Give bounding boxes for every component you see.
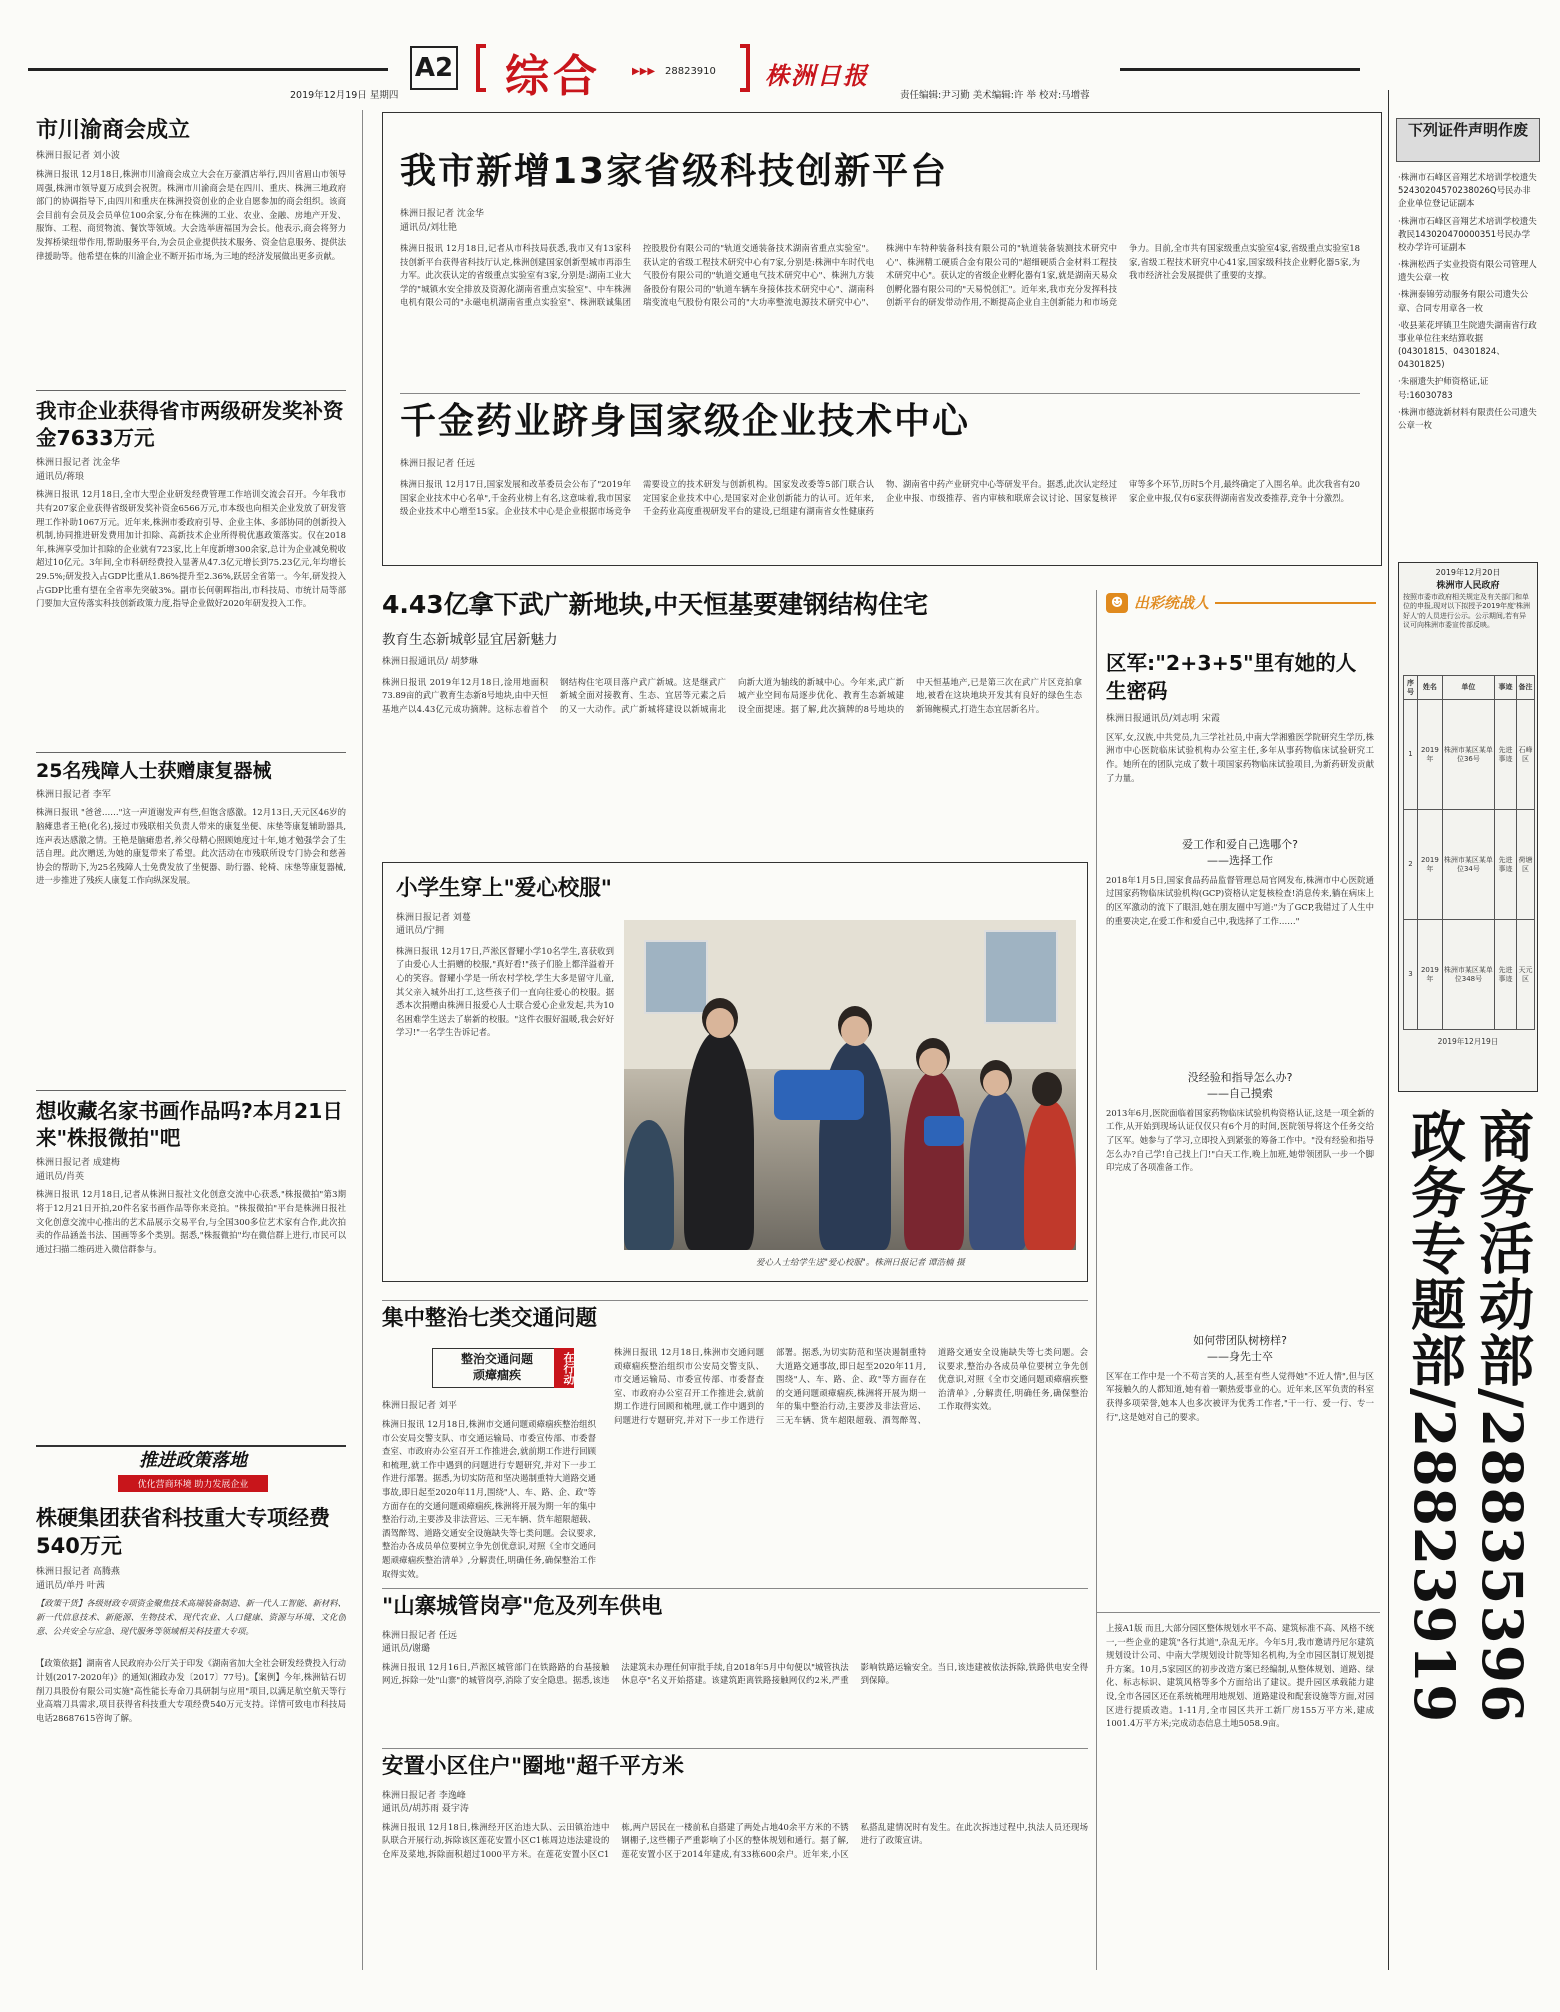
byline: 株洲日报通讯员/ 胡梦琳 bbox=[382, 657, 478, 667]
paper-logo: 株洲日报 bbox=[765, 61, 869, 90]
headline: 安置小区住户"圈地"超千平方米 bbox=[382, 1754, 684, 1779]
table-header: 备注 bbox=[1517, 676, 1535, 700]
byline: 株洲日报记者 沈金华 通讯员/蒋琅 bbox=[36, 458, 120, 482]
policy-intro: 【政策干货】各级财政专项资金聚焦技术高端装备制造、新一代人工智能、新材料、新一代信息技术、新能源、生物技术、现代农业、人口健康、资源与环境、文化创意、公共安全与应急、现代服务等领域相关科技重大专项。 bbox=[36, 1598, 346, 1636]
article-body: 株洲日报讯 12月18日,株洲市川渝商会成立大会在万豪酒店举行,四川省眉山市领导周强,株洲市领导夏万成到会祝贺。株洲市川渝商会是在四川、重庆、株洲三地政府部门的协调指导下,由四川和重庆在株洲投资创业的企业自愿参加的商会组织。该商会目前有会员及会员单位100余家,分布在株洲的工业、农业、金融、房地产开发、服饰、工程、商贸物流、餐饮等领域。大会选举唐福国为会长。他表示,商会将努力发挥桥梁纽带作用,帮助服务平台,为会员企业提供技术服务、资金信息服务、提供法律援助等。他希望在株的川渝企业不断开拓市场,为三地的经济发展做出更多贡献。 bbox=[36, 168, 346, 261]
notice-item: ·朱丽遗失护师资格证,证号:16030783 bbox=[1398, 377, 1489, 401]
headline: 25名残障人士获赠康复器械 bbox=[36, 760, 272, 782]
byline: 株洲日报记者 高腾燕 通讯员/单丹 叶茜 bbox=[36, 1567, 120, 1591]
issue-date: 2019年12月19日 星期四 bbox=[290, 90, 399, 101]
article-rehab-equipment bbox=[36, 760, 346, 1068]
table-row: 2 2019年 株洲市某区某单位34号 先进事迹 荷塘区 bbox=[1404, 810, 1535, 920]
article-body-lead: 株洲日报讯 12月18日,株洲市交通问题顽瘴痼疾整治组织市公安局交警支队、市交通运输局、市委宣传部、市委督查室、市政府办公室召开工作推进会,就前期工作进行回顾和梳理,就工作中遇到的问题进行专题研究,并对下一步工作进行部署。据悉,为切实防范和坚决遏制重特大道路交通事故,即日起至2020年11月,围绕"人、车、路、企、政"等方面存在的交通问题顽瘴痼疾,株洲将开展为期一年的集中整治行动,主要涉及非法营运、三无车辆、货车超限超载、酒驾醉驾、道路交通安全设施缺失等七类问题。会议要求,整治办各成员单位要树立争先创优意识,对照《全市交通问题顽瘴痼疾整治清单》,分解责任,明确任务,确保整治工作取得实效。 bbox=[382, 1419, 596, 1578]
headline: 株硬集团获省科技重大专项经费540万元 bbox=[36, 1506, 330, 1558]
business-ad bbox=[1398, 1108, 1538, 1948]
article-rd-funding bbox=[36, 398, 346, 738]
article-body: 株洲日报讯 12月18日,株洲经开区治违大队、云田镇治违中队联合开展行动,拆除该区莲花安置小区C1栋周边违法建设的仓库及菜地,拆除面积超过1000平方米。在莲花安置小区C1栋,两户居民在一楼前私自搭建了两处占地40余平方米的不锈钢棚子,这些棚子严重影响了小区的整体规划和通行。据了解,莲花安置小区于2014年建成,有33栋600余户。近年来,小区私搭乱建情况时有发生。在此次拆违过程中,执法人员还现场进行了政策宣讲。 bbox=[382, 1821, 1088, 1860]
sidebar-separator bbox=[1388, 90, 1389, 1970]
byline: 株洲日报记者 刘小波 bbox=[36, 151, 120, 162]
paragraph: 2018年1月5日,国家食品药品监督管理总局官网发布,株洲市中心医院通过国家药物临床试验机构(GCP)资格认定复核检查!消息传来,躺在病床上的区军激动的流下了眼泪,她在朋友圈中写道:"为了GCP,我错过了人生中的重要决定,在爱工作和爱自己中,我选择了工作……" bbox=[1106, 874, 1374, 926]
subhead-choose-work: 爱工作和爱自己选哪个? ——选择工作 bbox=[1182, 837, 1298, 868]
article-body: 【政策依据】湖南省人民政府办公厅关于印发《湖南省加大全社会研发经费投入行动计划(2017-2020年)》的通知(湘政办发〔2017〕77号)。【案例】今年,株洲钻石切削刀具股份有限公司实施"高性能长寿命刀具研制与应用"项目,以满足航空航天等行业高端刀具需求,项目获得省科技重大专项经费540万元支持。详情可致电市科技局电话28687615咨询了解。 bbox=[36, 1658, 346, 1723]
byline: 株洲日报通讯员/刘志明 宋霞 bbox=[1106, 714, 1220, 725]
headline: 4.43亿拿下武广新地块,中天恒基要建钢结构住宅 bbox=[382, 590, 929, 619]
headline: "山寨城管岗亭"危及列车供电 bbox=[382, 1594, 663, 1619]
campaign-tag bbox=[432, 1348, 562, 1388]
hotline-number: 28823910 bbox=[665, 66, 716, 77]
headline: 集中整治七类交通问题 bbox=[382, 1306, 598, 1331]
notice-text: 按照市委市政府相关规定及有关部门和单位的申报,现对以下拟授予2019年度'株洲好人'的人员进行公示。公示期间,若有异议可向株洲市委宣传部反映。 bbox=[1403, 593, 1530, 630]
article-innovation-platforms bbox=[400, 150, 1360, 308]
promo-rule bbox=[36, 1445, 346, 1447]
byline: 株洲日报记者 任远 bbox=[400, 459, 475, 469]
column-banner bbox=[1106, 592, 1376, 613]
article-body: 株洲日报讯 12月18日,记者从株洲日报社文化创意交流中心获悉,"株报微拍"第3期将于12月21日开拍,20件名家书画作品等你来竞拍。"株报微拍"平台是株洲日报社文化创意交流中心推出的艺术品展示交易平台,与全国300多位艺术家有合作,此次拍卖的作品涵盖书法、国画等多个类别。据悉,"株报微拍"均在微信群上进行,市民可以通过扫描二维码进入微信群参与。 bbox=[36, 1189, 346, 1254]
subhead-lead-by-example: 如何带团队树榜样? ——身先士卒 bbox=[1193, 1333, 1287, 1364]
byline: 株洲日报记者 成建梅 通讯员/肖英 bbox=[36, 1158, 120, 1182]
notice-footer: 2019年12月19日 bbox=[1437, 1037, 1499, 1046]
promo-subtitle: 优化营商环境 助力发展企业 bbox=[118, 1475, 268, 1492]
intro: 区军,女,汉族,中共党员,九三学社社员,中南大学湘雅医学院研究生学历,株洲市中心医院临床试验机构办公室主任,多年从事药物临床试验研究工作。她所在的团队完成了数十项国家药物临床试验项目,为新药研发贡献了力量。 bbox=[1106, 731, 1374, 783]
article-body: 上接A1版 而且,大部分园区整体规划水平不高、建筑标准不高、风格不统一,一些企业的建筑"各行其道",杂乱无序。今年5月,我市邀请丹尼尔建筑规划设计公司、中南大学规划设计院等知名机构,为全市园区制订规划提升方案。10月,5家园区的初步改造方案已经编制,从整体规划、道路、绿化、标志标识、建筑风格等多个方面给出了建议。提升园区承载能力建设,全市各园区还在系统梳理用地规划、道路建设和配套设施等方面,对园区进行提质改造。1-11月,全市园区共开工新厂房155万平方米,建成1001.4万平方米;完成动态信息土地5058.9亩。 bbox=[1106, 1623, 1374, 1729]
article-body: 株洲日报讯 12月16日,芦淞区城管部门在铁路路的台基接触网近,拆除一处"山寨"的城管岗亭,消除了安全隐患。据悉,该违法建筑未办理任何审批手续,自2018年5月中旬便以"城管执法休息亭"名义开始搭建。该建筑距离铁路接触网仅约2米,严重影响铁路运输安全。当日,该违建被依法拆除,铁路供电安全得到保障。 bbox=[382, 1661, 1088, 1686]
divider bbox=[36, 752, 346, 753]
masthead-rule-right bbox=[1120, 68, 1360, 71]
notice-header-box bbox=[1396, 118, 1540, 162]
people-icon: ☻ bbox=[1106, 593, 1128, 613]
article-body: 株洲日报讯 "爸爸……"这一声道谢发声有些,但饱含感激。12月13日,天元区46岁的脑瘫患者王艳(化名),接过市残联相关负责人带来的康复坐便、床垫等康复辅助器具,连声表达感激之情。王艳是脑瘫患者,养父母精心照顾她度过十年,她才勉强学会了生活自理。此次赠送,为她的康复带来了希望。此次活动在市残联所设专门协会和慈善协会的帮助下,为25名残障人士免费发放了坐便器、助行器、轮椅、床垫等康复器械,进一步推进了残疾人康复工作向纵深发展。 bbox=[36, 807, 346, 886]
notice-item: ·株洲市石峰区音翔艺术培训学校遗失52430204570238026Q号民办非企业单位登记证副本 bbox=[1398, 173, 1537, 210]
table-header: 序号 bbox=[1404, 676, 1418, 700]
headline: 市川渝商会成立 bbox=[36, 118, 191, 143]
article-body: 株洲日报讯 12月18日,记者从市科技局获悉,我市又有13家科技创新平台获得省科技厅认定,株洲创建国家创新型城市再添生力军。此次获认定的省级重点实验室有3家,分别是:湖南工业大学的"城镇水安全排放及资源化湖南省重点实验室"、中车株洲电机有限公司的"永磁电机湖南省重点实验室"、株洲联诚集团控股股份有限公司的"轨道交通装备技术湖南省重点实验室"。获认定的省级工程技术研究中心有7家,分别是:株洲中车时代电气股份有限公司的"轨道交通电气技术研究中心"、株洲九方装备股份有限公司的"轨道车辆车身接体技术研究中心"、湖南科瑞变流电气股份有限公司的"大功率整流电源技术研究中心"、株洲中车特种装备科技有限公司的"轨道装备装测技术研究中心"、株洲精工硬质合金有限公司的"超细硬质合金材料工程技术研究中心"。获认定的省级企业孵化器有1家,就是湖南天易众创孵化器有限公司的"天易悦创汇"。近年来,我市充分发挥科技创新平台的研发带动作用,不断提高企业自主创新能力和市场竞争力。目前,全市共有国家级重点实验室4家,省级重点实验室18家,省级工程技术研究中心41家,国家级科技企业孵化器5家,为我市经济社会发展提供了重要的支撑。 bbox=[400, 243, 1360, 308]
divider bbox=[400, 393, 1360, 394]
divider bbox=[382, 1588, 1088, 1589]
masthead-rule-left bbox=[28, 68, 388, 71]
divider bbox=[382, 1748, 1088, 1749]
byline: 株洲日报记者 李军 bbox=[36, 789, 111, 800]
ad-line-business: 商务活动部/28835396 bbox=[1470, 1108, 1535, 1724]
uniform-donation-photo bbox=[624, 920, 1076, 1250]
void-notices-list bbox=[1398, 172, 1538, 437]
editor-credits: 责任编辑:尹习勤 美术编辑:许 举 校对:马增蓉 bbox=[900, 90, 1090, 101]
table-header: 姓名 bbox=[1417, 676, 1442, 700]
profile-column bbox=[1106, 592, 1376, 613]
divider bbox=[36, 1090, 346, 1091]
photo-caption: 爱心人士给学生送"爱心校服"。株洲日报记者 谭浩楠 摄 bbox=[756, 1258, 965, 1268]
table-row: 1 2019年 株洲市某区某单位36号 先进事迹 石峰区 bbox=[1404, 700, 1535, 810]
promo-title: 推进政策落地 bbox=[139, 1450, 247, 1471]
article-resettlement-land bbox=[382, 1754, 1088, 1949]
subhead-self-explore: 没经验和指导怎么办? ——自己摸索 bbox=[1187, 1070, 1293, 1101]
byline: 株洲日报记者 刘蔓 通讯员/宁拥 bbox=[396, 912, 471, 937]
byline: 株洲日报记者 刘平 bbox=[382, 1401, 457, 1411]
section-bracket-left bbox=[476, 44, 486, 92]
article-cemented-carbide bbox=[36, 1505, 346, 1939]
notice-item: ·株洲泰锦劳动服务有限公司遗失公章、合同专用章各一枚 bbox=[1398, 290, 1529, 314]
campaign-side-tag: 在行动 bbox=[554, 1348, 574, 1388]
article-body: 株洲日报讯 12月18日,株洲市交通问题顽瘴痼疾整治组织市公安局交警支队、市交通运输局、市委宣传部、市委督查室、市政府办公室召开工作推进会,就前期工作进行回顾和梳理,就工作中遇到的问题进行专题研究,并对下一步工作进行部署。据悉,为切实防范和坚决遏制重特大道路交通事故,即日起至2020年11月,围绕"人、车、路、企、政"等方面存在的交通问题顽瘴痼疾,株洲将开展为期一年的集中整治行动,主要涉及非法营运、三无车辆、货车超限超载、酒驾醉驾、道路交通安全设施缺失等七类问题。会议要求,整治办各成员单位要树立争先创优意识,对照《全市交通问题顽瘴痼疾整治清单》,分解责任,明确任务,确保整治工作取得实效。 bbox=[614, 1347, 1088, 1426]
paragraph: 区军在工作中是一个不苟言笑的人,甚至有些人觉得她"不近人情",但与区军接触久的人都知道,她有着一颗热爱事业的心。近年来,区军负责的科室获得多项荣誉,她本人也多次被评为优秀工作者,"干一行、爱一行、专一行",这是她对自己的要求。 bbox=[1106, 1370, 1374, 1422]
article-body: 株洲日报讯 12月18日,全市大型企业研发经费管理工作培训交流会召开。今年我市共有207家企业获得省级研发奖补资金6566万元,市本级也向相关企业发放了研发管理工作补助1067万元。近年来,株洲市委政府引导、企业主体、多部协同的创新投入机制,协同推进研发费用加计扣除、高新技术企业所得税优惠政策落实。仅在2018年,株洲享受加计扣除的企业就有723家,比上年度新增300余家,总计为企业减免税收超过10亿元。3年间,全市科研经费投入显著从47.3亿元增长到75.23亿元,年均增长29.5%;研发投入占GDP比重从1.86%提升至2.36%,跃居全省第一。今年,研发投入占GDP比重有望在全省率先突破3%。副市长何朝晖指出,市科技局、市统计局等部门要加大宣传落实科技创新政策力度,指导企业做好2020年研发投入工作。 bbox=[36, 489, 346, 609]
article-school-uniforms bbox=[396, 876, 614, 1265]
article-wuguang-land bbox=[382, 590, 1082, 828]
article-body: 株洲日报讯 2019年12月18日,淦用地面积73.89亩的武广教育生态新8号地块,由中天恒基地产以4.43亿元成功摘牌。这标志着首个钢结构住宅项目落户武广新城。这是继武广新城全面对接教育、生态、宜居等元素之后的又一大动作。武广新城将建设以新城南北向新大道为轴线的新城中心。今年来,武广新城产业空间布局逐步优化、教育生态新城建设全面提速。据了解,此次摘牌的8号地块的中天恒基地产,已是第三次在武广片区竞拍拿地,被看在这块地块开发其有良好的绿色生态新锦鲍模式,打造生态宜居新名片。 bbox=[382, 676, 1082, 714]
policy-promo-banner bbox=[118, 1450, 268, 1498]
byline: 株洲日报记者 沈金华 通讯员/刘壮艳 bbox=[400, 209, 484, 233]
hotline-arrow: ▶▶▶ bbox=[632, 66, 656, 77]
headline: 我市新增13家省级科技创新平台 bbox=[400, 151, 949, 192]
column-separator bbox=[362, 110, 363, 1970]
article-body: 株洲日报讯 12月17日,国家发展和改革委员会公布了"2019年国家企业技术中心名单",千金药业榜上有名,这意味着,我市国家级企业技术中心增至15家。企业技术中心是企业根据市场竞争需要设立的技术研发与创新机构。国家发改委等5部门联合认定国家企业技术中心,是国家对企业创新能力的认可。近年来,千金药业高度重视研发平台的建设,已组建有湖南省女性健康药物、湖南省中药产业研究中心等研发平台。据悉,此次认定经过企业申报、市级推荐、省内审核和联席会议讨论、国家复核评审等多个环节,历时5个月,最终确定了入围名单。此次我省有20家企业申报,仅有6家获得湖南省发改委推荐,竞争十分激烈。 bbox=[400, 479, 1360, 517]
notice-table bbox=[1403, 675, 1535, 1030]
divider bbox=[36, 390, 346, 391]
ad-line-government: 政务专题部/28823919 bbox=[1402, 1108, 1467, 1724]
divider bbox=[1096, 1612, 1380, 1613]
byline: 株洲日报记者 李逸峰 通讯员/胡苏雨 聂宇涛 bbox=[382, 1790, 469, 1815]
section-title: 综合 bbox=[505, 51, 601, 102]
public-notice-box bbox=[1398, 562, 1538, 1092]
notice-date: 2019年12月20日 bbox=[1435, 568, 1501, 577]
subheadline: 教育生态新城彰显宜居新魅力 bbox=[382, 632, 558, 648]
article-body: 株洲日报讯 12月17日,芦淞区督耀小学10名学生,喜获收到了由爱心人士捐赠的校服,"真好看!"孩子们脸上都洋溢着开心的笑容。督耀小学是一所农村学校,学生大多是留守儿童,其父亲入城外出打工,这些孩子们一直向往爱心的校服。据悉本次捐赠由株洲日报爱心人士联合爱心企业发起,共为10名困难学生送去了崭新的校服。"这件衣服好温暖,我会好好学习!"一名学生告诉记者。 bbox=[396, 945, 614, 1038]
headline: 我市企业获得省市两级研发奖补资金7633万元 bbox=[36, 399, 344, 450]
notice-item: ·收县莱花坪镇卫生院遗失湖南省行政事业单位往来结算收据(04301815、04301824、04301825) bbox=[1398, 320, 1537, 371]
article-park-upgrade-continued bbox=[1106, 1622, 1374, 1922]
page-number-box bbox=[410, 46, 458, 90]
headline: 区军:"2+3+5"里有她的人生密码 bbox=[1106, 651, 1357, 703]
table-header: 事迹 bbox=[1495, 676, 1517, 700]
table-row: 3 2019年 株洲市某区某单位348号 先进事迹 天元区 bbox=[1404, 920, 1535, 1030]
campaign-tag-text: 整治交通问题 顽瘴痼疾 bbox=[460, 1352, 533, 1382]
notice-header: 下列证件声明作废 bbox=[1407, 121, 1528, 139]
column-separator bbox=[1096, 590, 1097, 1970]
notice-item: ·株洲市石峰区音翔艺术培训学校遗失教民143020470000351号民办学校办学许可证副本 bbox=[1398, 216, 1537, 253]
headline: 千金药业跻身国家级企业技术中心 bbox=[400, 401, 971, 442]
column-tag: 出彩统战人 bbox=[1134, 594, 1210, 612]
article-auction bbox=[36, 1098, 346, 1420]
notice-title: 株洲市人民政府 bbox=[1436, 581, 1500, 591]
paragraph: 2013年6月,医院面临着国家药物临床试验机构资格认证,这是一项全新的工作,从开始到现场认证仅仅只有6个月的时间,医院领导将这个任务交给了区军。她参与了学习,立即投入到紧张的筹备工作中。"没有经验和指导怎么办?自己学!自己找上门!"白天工作,晚上加班,她带领团队一步一个脚印完成了各项准备工作。 bbox=[1106, 1107, 1374, 1173]
article-chamber-of-commerce bbox=[36, 118, 346, 408]
page-number: A2 bbox=[414, 53, 454, 83]
article-traffic-issues bbox=[382, 1306, 1088, 1578]
headline: 小学生穿上"爱心校服" bbox=[396, 876, 612, 901]
section-bracket-right bbox=[740, 44, 750, 92]
notice-item: ·株洲松西子实业投资有限公司管理人遗失公章一枚 bbox=[1398, 260, 1537, 284]
divider bbox=[382, 1300, 1088, 1301]
article-qianjin-pharma bbox=[400, 400, 1360, 517]
notice-item: ·株洲市德泷新材料有限责任公司遗失公章一枚 bbox=[1398, 407, 1537, 431]
headline: 想收藏名家书画作品吗?本月21日来"株报微拍"吧 bbox=[36, 1099, 343, 1150]
byline: 株洲日报记者 任远 通讯员/谢璐 bbox=[382, 1630, 457, 1655]
table-header: 单位 bbox=[1442, 676, 1494, 700]
article-profile-qu-jun bbox=[1106, 650, 1374, 1570]
